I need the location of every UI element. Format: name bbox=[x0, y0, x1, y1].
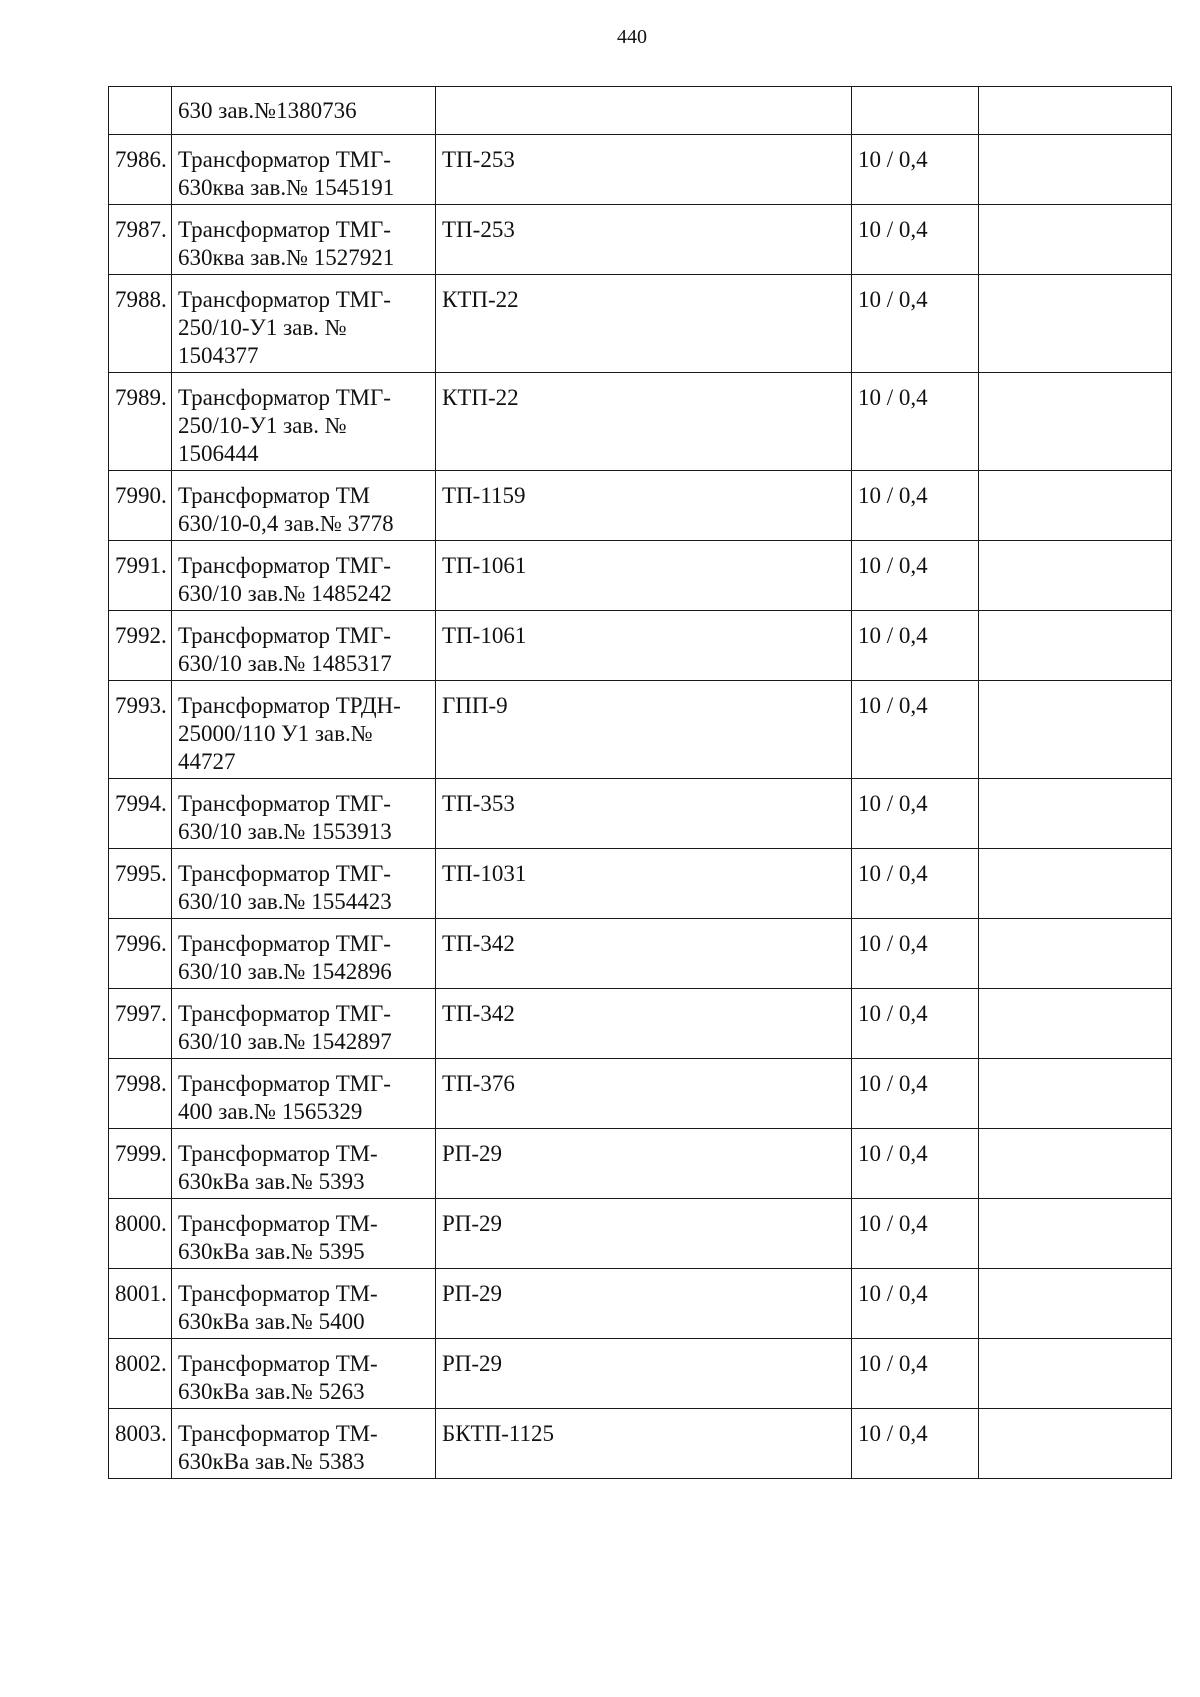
voltage-cell: 10 / 0,4 bbox=[852, 1059, 979, 1129]
table-row bbox=[109, 1409, 1172, 1479]
extra-cell bbox=[979, 541, 1172, 611]
extra-cell bbox=[979, 205, 1172, 275]
table-row bbox=[109, 1059, 1172, 1129]
extra-cell bbox=[979, 135, 1172, 205]
item-number-cell: 8003. bbox=[109, 1409, 172, 1479]
item-number-cell: 7999. bbox=[109, 1129, 172, 1199]
item-number-cell: 7986. bbox=[109, 135, 172, 205]
substation-cell: ТП-1061 bbox=[436, 541, 852, 611]
item-number-cell: 7993. bbox=[109, 681, 172, 779]
substation-cell: ТП-253 bbox=[436, 205, 852, 275]
equipment-name-cell: Трансформатор ТМГ- 400 зав.№ 1565329 bbox=[172, 1059, 436, 1129]
equipment-name-cell: Трансформатор ТМ- 630кВа зав.№ 5395 bbox=[172, 1199, 436, 1269]
equipment-name-cell: Трансформатор ТМ- 630кВа зав.№ 5263 bbox=[172, 1339, 436, 1409]
extra-cell bbox=[979, 1409, 1172, 1479]
registry-table-body bbox=[109, 87, 1172, 1479]
registry-table bbox=[108, 86, 1172, 1479]
substation-cell: ТП-1031 bbox=[436, 849, 852, 919]
substation-cell: ТП-253 bbox=[436, 135, 852, 205]
item-number-cell: 7996. bbox=[109, 919, 172, 989]
equipment-name-cell: Трансформатор ТМ 630/10-0,4 зав.№ 3778 bbox=[172, 471, 436, 541]
item-number-cell: 8000. bbox=[109, 1199, 172, 1269]
table-row bbox=[109, 1269, 1172, 1339]
extra-cell bbox=[979, 849, 1172, 919]
extra-cell bbox=[979, 275, 1172, 373]
extra-cell bbox=[979, 373, 1172, 471]
table-row bbox=[109, 611, 1172, 681]
voltage-cell: 10 / 0,4 bbox=[852, 373, 979, 471]
equipment-name-cell: 630 зав.№1380736 bbox=[172, 87, 436, 135]
substation-cell: РП-29 bbox=[436, 1269, 852, 1339]
equipment-name-cell: Трансформатор ТМГ- 630/10 зав.№ 1554423 bbox=[172, 849, 436, 919]
voltage-cell: 10 / 0,4 bbox=[852, 1269, 979, 1339]
item-number-cell: 7990. bbox=[109, 471, 172, 541]
voltage-cell: 10 / 0,4 bbox=[852, 471, 979, 541]
item-number-cell: 8001. bbox=[109, 1269, 172, 1339]
substation-cell bbox=[436, 87, 852, 135]
table-row bbox=[109, 373, 1172, 471]
item-number-cell: 7994. bbox=[109, 779, 172, 849]
extra-cell bbox=[979, 87, 1172, 135]
table-row bbox=[109, 471, 1172, 541]
voltage-cell: 10 / 0,4 bbox=[852, 1409, 979, 1479]
substation-cell: БКТП-1125 bbox=[436, 1409, 852, 1479]
table-row bbox=[109, 1199, 1172, 1269]
substation-cell: РП-29 bbox=[436, 1199, 852, 1269]
table-row bbox=[109, 681, 1172, 779]
item-number-cell: 7991. bbox=[109, 541, 172, 611]
voltage-cell: 10 / 0,4 bbox=[852, 205, 979, 275]
table-row bbox=[109, 989, 1172, 1059]
equipment-name-cell: Трансформатор ТМГ- 630/10 зав.№ 1542896 bbox=[172, 919, 436, 989]
table-row bbox=[109, 87, 1172, 135]
substation-cell: РП-29 bbox=[436, 1339, 852, 1409]
substation-cell: ТП-342 bbox=[436, 989, 852, 1059]
table-row bbox=[109, 275, 1172, 373]
table-row bbox=[109, 919, 1172, 989]
extra-cell bbox=[979, 989, 1172, 1059]
extra-cell bbox=[979, 1129, 1172, 1199]
extra-cell bbox=[979, 611, 1172, 681]
voltage-cell bbox=[852, 87, 979, 135]
equipment-name-cell: Трансформатор ТМГ- 250/10-У1 зав. № 1504377 bbox=[172, 275, 436, 373]
substation-cell: КТП-22 bbox=[436, 373, 852, 471]
equipment-name-cell: Трансформатор ТМ- 630кВа зав.№ 5393 bbox=[172, 1129, 436, 1199]
voltage-cell: 10 / 0,4 bbox=[852, 989, 979, 1059]
page-number: 440 bbox=[617, 26, 647, 48]
voltage-cell: 10 / 0,4 bbox=[852, 1129, 979, 1199]
table-row bbox=[109, 779, 1172, 849]
equipment-name-cell: Трансформатор ТМГ- 630ква зав.№ 1545191 bbox=[172, 135, 436, 205]
table-row bbox=[109, 205, 1172, 275]
equipment-name-cell: Трансформатор ТМГ- 630/10 зав.№ 1485317 bbox=[172, 611, 436, 681]
equipment-name-cell: Трансформатор ТМ- 630кВа зав.№ 5400 bbox=[172, 1269, 436, 1339]
item-number-cell: 7998. bbox=[109, 1059, 172, 1129]
voltage-cell: 10 / 0,4 bbox=[852, 1339, 979, 1409]
table-row bbox=[109, 1339, 1172, 1409]
item-number-cell: 7995. bbox=[109, 849, 172, 919]
item-number-cell: 7989. bbox=[109, 373, 172, 471]
substation-cell: ТП-1061 bbox=[436, 611, 852, 681]
substation-cell: ТП-353 bbox=[436, 779, 852, 849]
table-row bbox=[109, 849, 1172, 919]
item-number-cell: 7987. bbox=[109, 205, 172, 275]
item-number-cell: 7992. bbox=[109, 611, 172, 681]
equipment-name-cell: Трансформатор ТМГ- 630ква зав.№ 1527921 bbox=[172, 205, 436, 275]
equipment-name-cell: Трансформатор ТМГ- 250/10-У1 зав. № 1506444 bbox=[172, 373, 436, 471]
extra-cell bbox=[979, 1339, 1172, 1409]
equipment-name-cell: Трансформатор ТМГ- 630/10 зав.№ 1485242 bbox=[172, 541, 436, 611]
extra-cell bbox=[979, 919, 1172, 989]
extra-cell bbox=[979, 471, 1172, 541]
item-number-cell bbox=[109, 87, 172, 135]
voltage-cell: 10 / 0,4 bbox=[852, 779, 979, 849]
equipment-name-cell: Трансформатор ТМ- 630кВа зав.№ 5383 bbox=[172, 1409, 436, 1479]
equipment-name-cell: Трансформатор ТМГ- 630/10 зав.№ 1542897 bbox=[172, 989, 436, 1059]
voltage-cell: 10 / 0,4 bbox=[852, 541, 979, 611]
extra-cell bbox=[979, 1269, 1172, 1339]
substation-cell: РП-29 bbox=[436, 1129, 852, 1199]
voltage-cell: 10 / 0,4 bbox=[852, 919, 979, 989]
equipment-name-cell: Трансформатор ТРДН- 25000/110 У1 зав.№ 44727 bbox=[172, 681, 436, 779]
item-number-cell: 8002. bbox=[109, 1339, 172, 1409]
voltage-cell: 10 / 0,4 bbox=[852, 135, 979, 205]
table-row bbox=[109, 541, 1172, 611]
substation-cell: ГПП-9 bbox=[436, 681, 852, 779]
extra-cell bbox=[979, 779, 1172, 849]
voltage-cell: 10 / 0,4 bbox=[852, 849, 979, 919]
substation-cell: КТП-22 bbox=[436, 275, 852, 373]
item-number-cell: 7988. bbox=[109, 275, 172, 373]
equipment-name-cell: Трансформатор ТМГ- 630/10 зав.№ 1553913 bbox=[172, 779, 436, 849]
extra-cell bbox=[979, 1199, 1172, 1269]
extra-cell bbox=[979, 681, 1172, 779]
voltage-cell: 10 / 0,4 bbox=[852, 1199, 979, 1269]
voltage-cell: 10 / 0,4 bbox=[852, 275, 979, 373]
substation-cell: ТП-1159 bbox=[436, 471, 852, 541]
extra-cell bbox=[979, 1059, 1172, 1129]
item-number-cell: 7997. bbox=[109, 989, 172, 1059]
table-row bbox=[109, 135, 1172, 205]
table-row bbox=[109, 1129, 1172, 1199]
substation-cell: ТП-376 bbox=[436, 1059, 852, 1129]
voltage-cell: 10 / 0,4 bbox=[852, 611, 979, 681]
voltage-cell: 10 / 0,4 bbox=[852, 681, 979, 779]
substation-cell: ТП-342 bbox=[436, 919, 852, 989]
